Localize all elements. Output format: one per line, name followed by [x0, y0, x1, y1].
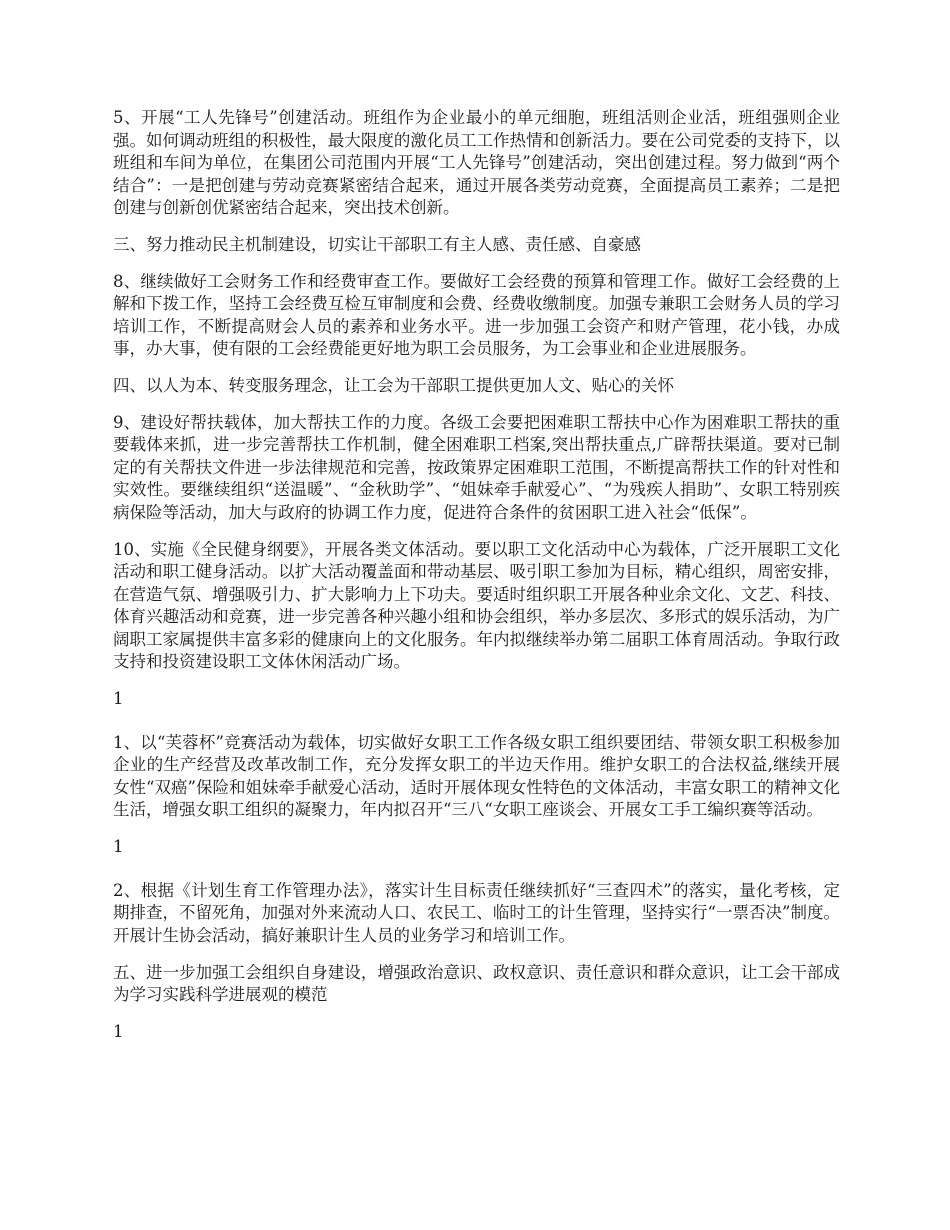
paragraph-union-finance: 8、继续做好工会财务工作和经费审查工作。要做好工会经费的预算和管理工作。做好工会经费的上解和下拨工作，坚持工会经费互检互审制度和会费、经费收缴制度。加强专兼职工会财务人员的学习培训工作，不断提高财会人员的素养和业务水平。进一步加强工会资产和财产管理，花小钱，办成事，办大事，使有限的工会经费能更好地为职工会员服务，为工会事业和企业进展服务。: [113, 271, 840, 358]
section-heading-five: 五、进一步加强工会组织自身建设，增强政治意识、政权意识、责任意识和群众意识，让工会干部成为学习实践科学进展观的模范: [113, 962, 840, 1004]
page-number: 1: [113, 837, 124, 856]
document-body: [113, 107, 840, 1064]
section-heading-four: 四、以人为本、转变服务理念，让工会为干部职工提供更加人文、贴心的关怀: [113, 376, 674, 395]
paragraph-women-workers: 1、以“芙蓉杯”竞赛活动为载体，切实做好女职工工作各级女职工组织要团结、带领女职工积极参加企业的生产经营及改革改制工作，充分发挥女职工的半边天作用。维护女职工的合法权益,继续开展女性“双癌”保险和姐妹牵手献爱心活动，适时开展体现女性特色的文体活动，丰富女职工的精神文化生活，增强女职工组织的凝聚力，年内拟召开“三八“女职工座谈会、开展女工手工编织赛等活动。: [113, 732, 840, 819]
page-number: 1: [113, 1021, 124, 1041]
paragraph-pioneer-campaign: 5、开展“工人先锋号”创建活动。班组作为企业最小的单元细胞，班组活则企业活，班组强则企业强。如何调动班组的积极性，最大限度的激化员工工作热情和创新活力。要在公司党委的支持下，以班组和车间为单位，在集团公司范围内开展“工人先锋号”创建活动，突出创建过程。努力做到“两个结合”：一是把创建与劳动竞赛紧密结合起来，通过开展各类劳动竞赛，全面提高员工素养；二是把创建与创新创优紧密结合起来，突出技术创新。: [113, 108, 840, 217]
section-heading-three: 三、努力推动民主机制建设，切实让干部职工有主人感、责任感、自豪感: [113, 235, 641, 254]
paragraph-fitness: 10、实施《全民健身纲要》，开展各类文体活动。要以职工文化活动中心为载体，广泛开展职工文化活动和职工健身活动。以扩大活动覆盖面和带动基层、吸引职工参加为目标，精心组织，周密安排，在营造气氛、增强吸引力、扩大影响力上下功夫。要适时组织职工开展各种业余文化、文艺、科技、体育兴趣活动和竞赛，进一步完善各种兴趣小组和协会组织，举办多层次、多形式的娱乐活动，为广阔职工家属提供丰富多彩的健康向上的文化服务。年内拟继续举办第二届职工体育周活动。争取行政支持和投资建设职工文体休闲活动广场。: [113, 539, 840, 671]
paragraph-family-planning: 2、根据《计划生育工作管理办法》，落实计生目标责任继续抓好“三查四术”的落实，量化考核，定期排查，不留死角，加强对外来流动人口、农民工、临时工的计生管理，坚持实行“一票否决”制度。开展计生协会活动，搞好兼职计生人员的业务学习和培训工作。: [113, 880, 840, 945]
page-number: 1: [113, 689, 124, 708]
paragraph-assistance: 9、建设好帮扶载体，加大帮扶工作的力度。各级工会要把困难职工帮扶中心作为困难职工帮扶的重要载体来抓，进一步完善帮扶工作机制，健全困难职工档案,突出帮扶重点,广辟帮扶渠道。要对已制定的有关帮扶文件进一步法律规范和完善，按政策界定困难职工范围，不断提高帮扶工作的针对性和实效性。要继续组织“送温暖”、“金秋助学”、“姐妹牵手献爱心”、“为残疾人捐助”、女职工特别疾病保险等活动，加大与政府的协调工作力度，促进符合条件的贫困职工进入社会“低保”。: [113, 412, 840, 522]
